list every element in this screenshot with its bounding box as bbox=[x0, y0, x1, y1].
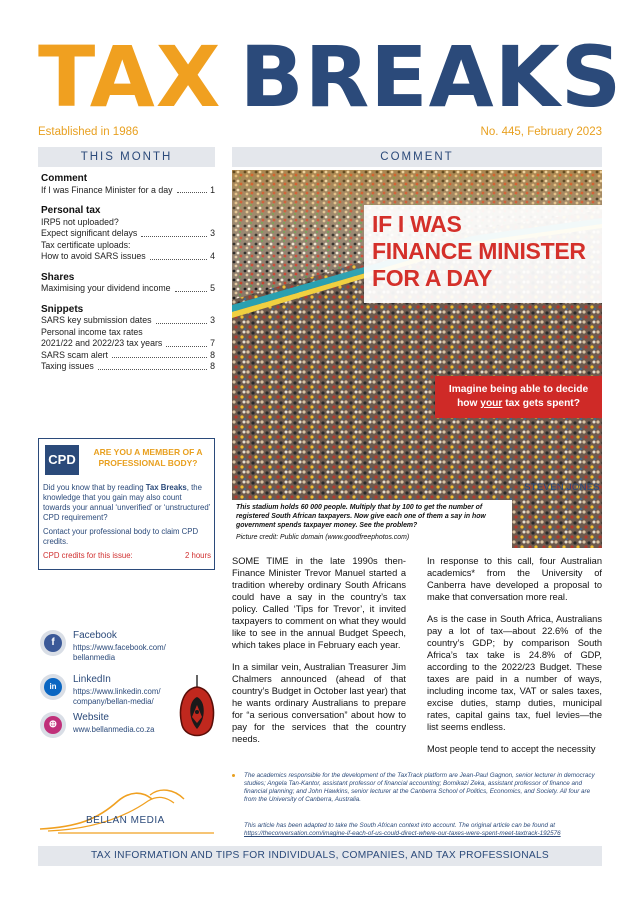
footnote-bullet bbox=[232, 774, 235, 777]
image-caption bbox=[232, 500, 512, 548]
cpd-badge: CPD bbox=[45, 445, 79, 475]
callout-underlined: your bbox=[480, 398, 503, 409]
callout-line: Imagine being able to decide bbox=[448, 384, 589, 395]
toc-entry-title: Maximising your dividend income bbox=[41, 283, 171, 293]
adapted-note bbox=[232, 822, 602, 838]
toc-section-title: Snippets bbox=[41, 303, 84, 315]
cpd-question-line: PROFESSIONAL BODY? bbox=[98, 458, 198, 468]
toc-entry[interactable] bbox=[41, 228, 215, 240]
toc-section-title: Shares bbox=[41, 271, 75, 283]
social-url-line: www.bellanmedia.co.za bbox=[73, 725, 155, 734]
social-url-line: bellanmedia bbox=[73, 653, 116, 662]
headline-line: IF I WAS bbox=[372, 211, 462, 237]
original-article-link[interactable]: https://theconversation.com/imagine-if-each-of-us-could-direct-where-our-taxes-were-spent-meet-taxtrack-192576 bbox=[244, 830, 561, 837]
established-date: Established in 1986 bbox=[38, 126, 139, 138]
social-url-line: https://www.linkedin.com/ bbox=[73, 687, 161, 696]
cpd-credits bbox=[43, 551, 211, 561]
cpd-text: Did you know that by reading bbox=[43, 483, 146, 492]
website-glyph: ⊕ bbox=[44, 716, 62, 734]
toc-entry[interactable] bbox=[41, 283, 215, 295]
toc-entry[interactable] bbox=[41, 185, 215, 197]
toc-entry-line: Tax certificate uploads: bbox=[41, 239, 131, 250]
toc-page-number: 3 bbox=[210, 228, 215, 238]
callout-line bbox=[435, 397, 602, 411]
toc-leader-dots bbox=[166, 346, 207, 347]
headline-line: FINANCE MINISTER bbox=[372, 238, 586, 264]
toc-page-number: 1 bbox=[210, 184, 215, 195]
article-paragraph: In a similar vein, Australian Treasurer Jim Chalmers announced (ahead of that country’s Budget in October last year) that he wants ordinary Australians to prepare for “a serious conversation” about how to pay for the services that the country needs. bbox=[232, 662, 406, 744]
toc-leader-dots bbox=[156, 323, 208, 324]
toc-leader-dots bbox=[150, 259, 207, 260]
social-url-line: https://www.facebook.com/ bbox=[73, 643, 166, 652]
social-facebook[interactable] bbox=[40, 630, 215, 670]
toc-entry-title: SARS scam alert bbox=[41, 349, 108, 360]
toc-page-number: 3 bbox=[210, 315, 215, 325]
toc-entry[interactable] bbox=[41, 315, 215, 327]
article-headline bbox=[364, 205, 602, 303]
social-label: Website bbox=[73, 712, 109, 723]
cpd-text: , the knowledge that you gain may also count towards your annual ‘unverified’ or ‘unstructured’ CPD requirement? bbox=[43, 483, 211, 522]
cpd-question bbox=[85, 447, 211, 469]
footer-tagline: TAX INFORMATION AND TIPS FOR INDIVIDUALS, COMPANIES, AND TAX PROFESSIONALS bbox=[38, 846, 602, 866]
toc-entry-title: If I was Finance Minister for a day bbox=[41, 184, 173, 195]
toc-section-title: Personal tax bbox=[41, 205, 101, 216]
toc-entry[interactable] bbox=[41, 350, 215, 362]
toc-entry-title: 2021/22 and 2022/23 tax years bbox=[41, 338, 163, 348]
toc-entry[interactable] bbox=[41, 338, 215, 350]
adapted-text: This article has been adapted to take the South African context into account. The original article can be found at bbox=[244, 822, 555, 829]
cpd-box bbox=[38, 438, 215, 570]
toc-entry-title: SARS key submission dates bbox=[41, 315, 152, 325]
toc-page-number: 8 bbox=[210, 361, 215, 371]
toc-entry-line: IRP5 not uploaded? bbox=[41, 216, 119, 227]
cpd-question-line: ARE YOU A MEMBER OF A bbox=[93, 447, 203, 457]
cpd-description bbox=[43, 483, 211, 523]
social-url[interactable] bbox=[73, 725, 183, 735]
pendant-ornament-icon bbox=[176, 675, 218, 747]
author-name: STEVEN JONES bbox=[524, 482, 600, 493]
linkedin-icon bbox=[40, 674, 66, 700]
callout-box bbox=[435, 376, 602, 418]
table-of-contents bbox=[41, 173, 215, 373]
article-paragraph: As is the case in South Africa, Australians pay a lot of tax—about 22.6% of the country’s GDP; by comparison South Africa’s tax take is 24.8% of GDP, according to the 2022/23 Budget. These taxes are paid in a number of ways, including income tax, VAT or sales taxes, excise duties, stamp duties, municipal rates, capital gains tax, fuel levies—the list seems endless. bbox=[427, 614, 602, 732]
headline-line: FOR A DAY bbox=[372, 265, 492, 291]
cpd-credits-value: 2 hours bbox=[184, 551, 211, 560]
article-paragraph: Most people tend to accept the necessity bbox=[427, 744, 596, 754]
toc-page-number: 8 bbox=[210, 349, 215, 360]
toc-leader-dots bbox=[175, 291, 208, 292]
footnote-text: The academics responsible for the development of the TaxTrack platform are Jean-Paul Gagnon, senior lecturer in democracy studies; Angela Tan-Kantor, assistant professor of financial accounting; Bomikazi Zeka, assistant professor of finance and financial planning; and John Hawkins, senior lecturer at the Canberra School of Politics, Economics, and Society. All four are from the University of Canberra, Australia. bbox=[244, 772, 595, 803]
toc-leader-dots bbox=[98, 369, 207, 370]
footnote bbox=[232, 772, 602, 804]
toc-entry-title: Expect significant delays bbox=[41, 228, 138, 238]
toc-entry[interactable] bbox=[41, 361, 215, 373]
callout-text: tax gets spent? bbox=[502, 398, 580, 409]
toc-section-title: Comment bbox=[41, 173, 88, 184]
toc-leader-dots bbox=[112, 357, 207, 358]
cpd-body bbox=[43, 483, 211, 561]
toc-entry-line: Personal income tax rates bbox=[41, 326, 143, 337]
toc-leader-dots bbox=[141, 236, 207, 237]
issue-number: No. 445, February 2023 bbox=[480, 126, 602, 138]
masthead-title-breaks: BREAKS bbox=[239, 28, 623, 126]
bellan-media-logo bbox=[38, 785, 216, 835]
social-label: Facebook bbox=[73, 630, 117, 641]
toc-leader-dots bbox=[177, 192, 208, 193]
cpd-contact: Contact your professional body to claim CPD credits. bbox=[43, 527, 199, 546]
social-url-line: company/bellan-media/ bbox=[73, 697, 154, 706]
website-icon bbox=[40, 712, 66, 738]
linkedin-glyph: in bbox=[44, 678, 62, 696]
toc-entry-title: Taxing issues bbox=[41, 361, 94, 371]
picture-credit: Picture credit: Public domain (www.goodfreephotos.com) bbox=[236, 534, 410, 541]
this-month-heading: THIS MONTH bbox=[38, 147, 215, 167]
bellan-media-logo-text: BELLAN MEDIA bbox=[86, 815, 165, 826]
article-paragraph: SOME TIME in the late 1990s then-Finance Minister Trevor Manuel started a tradition whereby ordinary South Africans could have a say in the country’s tax policy. Called ‘Tips for Trevor’, it invited taxpayers to comment on what they would like to see in the annual Budget Speech, which takes place in February each year. bbox=[232, 556, 406, 650]
toc-page-number: 4 bbox=[210, 251, 215, 261]
cpd-credits-label: CPD credits for this issue: bbox=[43, 551, 133, 560]
masthead bbox=[38, 28, 623, 126]
cpd-text-bold: Tax Breaks bbox=[145, 483, 187, 492]
article-paragraph: In response to this call, four Australian academics* from the University of Canberra have developed a proposal to make that conversation more real. bbox=[427, 556, 602, 602]
social-url[interactable] bbox=[73, 643, 183, 663]
callout-text: how bbox=[457, 398, 481, 409]
article-column-1 bbox=[232, 555, 406, 755]
social-label: LinkedIn bbox=[73, 674, 111, 685]
comment-heading: COMMENT bbox=[232, 147, 602, 167]
toc-page-number: 7 bbox=[210, 338, 215, 348]
caption-text: This stadium holds 60 000 people. Multiply that by 100 to get the number of registered South African taxpayers. Now give each one of them a say in how government spends taxpayer money. See the problem? bbox=[236, 504, 486, 529]
toc-entry-title: How to avoid SARS issues bbox=[41, 251, 146, 261]
facebook-glyph: f bbox=[44, 634, 62, 652]
social-url[interactable] bbox=[73, 687, 183, 707]
toc-entry[interactable] bbox=[41, 251, 215, 263]
article-column-2 bbox=[427, 555, 602, 765]
toc-page-number: 5 bbox=[210, 283, 215, 293]
masthead-title-tax: TAX bbox=[38, 28, 222, 126]
facebook-icon bbox=[40, 630, 66, 656]
